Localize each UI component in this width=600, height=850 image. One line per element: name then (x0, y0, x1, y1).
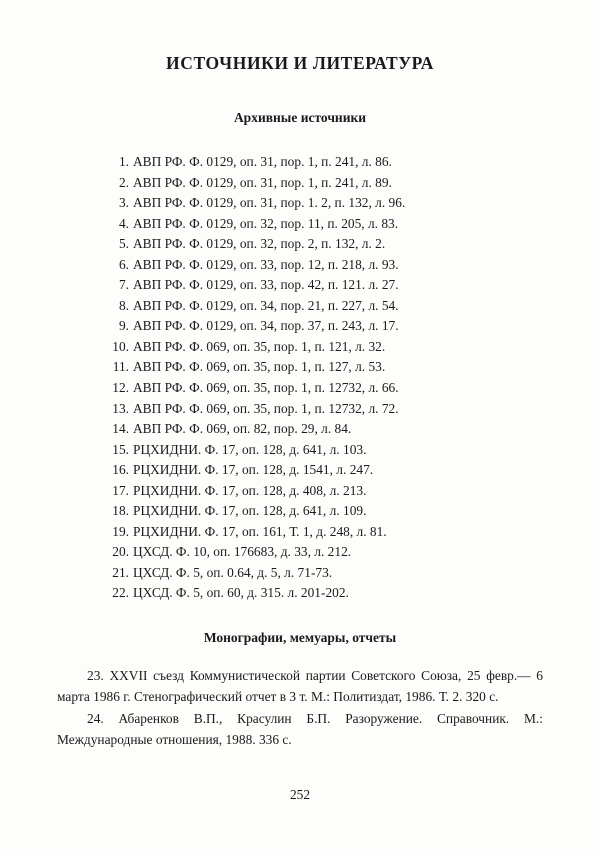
list-item (0, 583, 600, 604)
list-item-number: 8. (118, 297, 129, 313)
list-item (0, 481, 600, 502)
list-item (0, 214, 600, 235)
list-item-text: АВП РФ. Ф. 0129, оп. 34, пор. 21, п. 227, л. 54. (133, 297, 399, 313)
list-item-number: 4. (118, 215, 129, 231)
list-item-text: АВП РФ. Ф. 0129, оп. 31, пор. 1, п. 241, л. 86. (133, 154, 392, 169)
list-item-text: АВП РФ. Ф. 0129, оп. 31, пор. 1, п. 241, л. 89. (133, 174, 392, 190)
list-item-number: 2. (118, 174, 129, 190)
archive-sources-list (0, 126, 600, 604)
list-item-text: РЦХИДНИ. Ф. 17, оп. 128, д. 641, л. 103. (133, 441, 367, 457)
list-item (0, 378, 600, 399)
list-item-number: 18. (112, 503, 129, 519)
list-item-number: 22. (112, 585, 129, 601)
list-item (0, 522, 600, 543)
list-item-text: АВП РФ. Ф. 069, оп. 35, пор. 1, п. 12732, л. 72. (133, 400, 399, 416)
section-heading-archive: Архивные источники (233, 110, 367, 125)
page-number: 252 (289, 787, 311, 802)
list-item (0, 419, 600, 440)
section-heading-monographs: Монографии, мемуары, отчеты (203, 630, 397, 646)
list-item-text: ЦХСД. Ф. 5, оп. 60, д. 315. л. 201-202. (133, 585, 349, 601)
list-item: 24. Абаренков В.П., Красулин Б.П. Разоружение. Справочник. М.: Международные отношения, 1988. 336 с. (57, 711, 543, 747)
list-item-number: 14. (112, 421, 129, 437)
list-item-text: АВП РФ. Ф. 069, оп. 35, пор. 1, п. 127, л. 53. (133, 359, 386, 375)
list-item-number: 7. (118, 277, 129, 293)
list-item-text: АВП РФ. Ф. 0129, оп. 33, пор. 42, п. 121. л. 27. (133, 277, 399, 293)
list-item (0, 399, 600, 420)
list-item-number: 1. (118, 154, 129, 169)
list-item-number: 20. (112, 544, 129, 560)
list-item-text: АВП РФ. Ф. 069, оп. 35, пор. 1, п. 12732, л. 66. (133, 380, 399, 396)
list-item-text: АВП РФ. Ф. 0129, оп. 32, пор. 11, п. 205, л. 83. (133, 215, 399, 231)
list-item (0, 152, 600, 173)
list-item (0, 460, 600, 481)
list-item-number: 21. (112, 564, 129, 580)
list-item-text: АВП РФ. Ф. 0129, оп. 31, пор. 1. 2, п. 132, л. 96. (133, 195, 406, 211)
list-item-text: АВП РФ. Ф. 0129, оп. 33, пор. 12, п. 218, л. 93. (133, 256, 399, 272)
list-item (0, 193, 600, 214)
list-item (0, 275, 600, 296)
list-item-text: РЦХИДНИ. Ф. 17, оп. 128, д. 408, л. 213. (133, 482, 367, 498)
list-item-number: 3. (118, 195, 129, 211)
list-item-text: РЦХИДНИ. Ф. 17, оп. 128, д. 641, л. 109. (133, 503, 367, 519)
list-item-text: АВП РФ. Ф. 0129, оп. 32, пор. 2, п. 132, л. 2. (133, 236, 386, 252)
list-item (0, 440, 600, 461)
list-item (0, 357, 600, 378)
list-item: 23. XXVII съезд Коммунистической партии Советского Союза, 25 февр.— 6 марта 1986 г. Стенографический отчет в 3 т. М.: Политиздат, 1986. Т. 2. 320 с. (57, 668, 543, 704)
list-item (0, 501, 600, 522)
list-item (0, 337, 600, 358)
list-item-number: 13. (112, 400, 129, 416)
list-item (0, 255, 600, 276)
list-item-number: 17. (112, 482, 129, 498)
page-title: ИСТОЧНИКИ И ЛИТЕРАТУРА (166, 53, 434, 73)
list-item-number: 16. (112, 462, 129, 478)
list-item-number: 10. (112, 338, 129, 354)
monographs-list (0, 646, 600, 750)
list-item-text: АВП РФ. Ф. 0129, оп. 34, пор. 37, п. 243, л. 17. (133, 318, 399, 334)
list-item-text: РЦХИДНИ. Ф. 17, оп. 161, Т. 1, д. 248, л. 81. (133, 523, 387, 539)
list-item-number: 5. (118, 236, 129, 252)
list-item (0, 316, 600, 337)
list-item (0, 542, 600, 563)
list-item-number: 11. (112, 359, 129, 375)
list-item-text: АВП РФ. Ф. 069, оп. 82, пор. 29, л. 84. (133, 421, 352, 437)
list-item-number: 9. (118, 318, 129, 334)
list-item (0, 296, 600, 317)
list-item-number: 12. (112, 380, 129, 396)
list-item-text: РЦХИДНИ. Ф. 17, оп. 128, д. 1541, л. 247. (133, 462, 374, 478)
list-item (0, 563, 600, 584)
list-item-text: ЦХСД. Ф. 10, оп. 176683, д. 33, л. 212. (133, 544, 352, 560)
list-item-text: ЦХСД. Ф. 5, оп. 0.64, д. 5, л. 71-73. (133, 564, 333, 580)
list-item (0, 234, 600, 255)
list-item-number: 19. (112, 523, 129, 539)
list-item-number: 6. (118, 256, 129, 272)
list-item-text: АВП РФ. Ф. 069, оп. 35, пор. 1, п. 121, л. 32. (133, 338, 386, 354)
list-item-number: 15. (112, 441, 129, 457)
list-item (0, 173, 600, 194)
